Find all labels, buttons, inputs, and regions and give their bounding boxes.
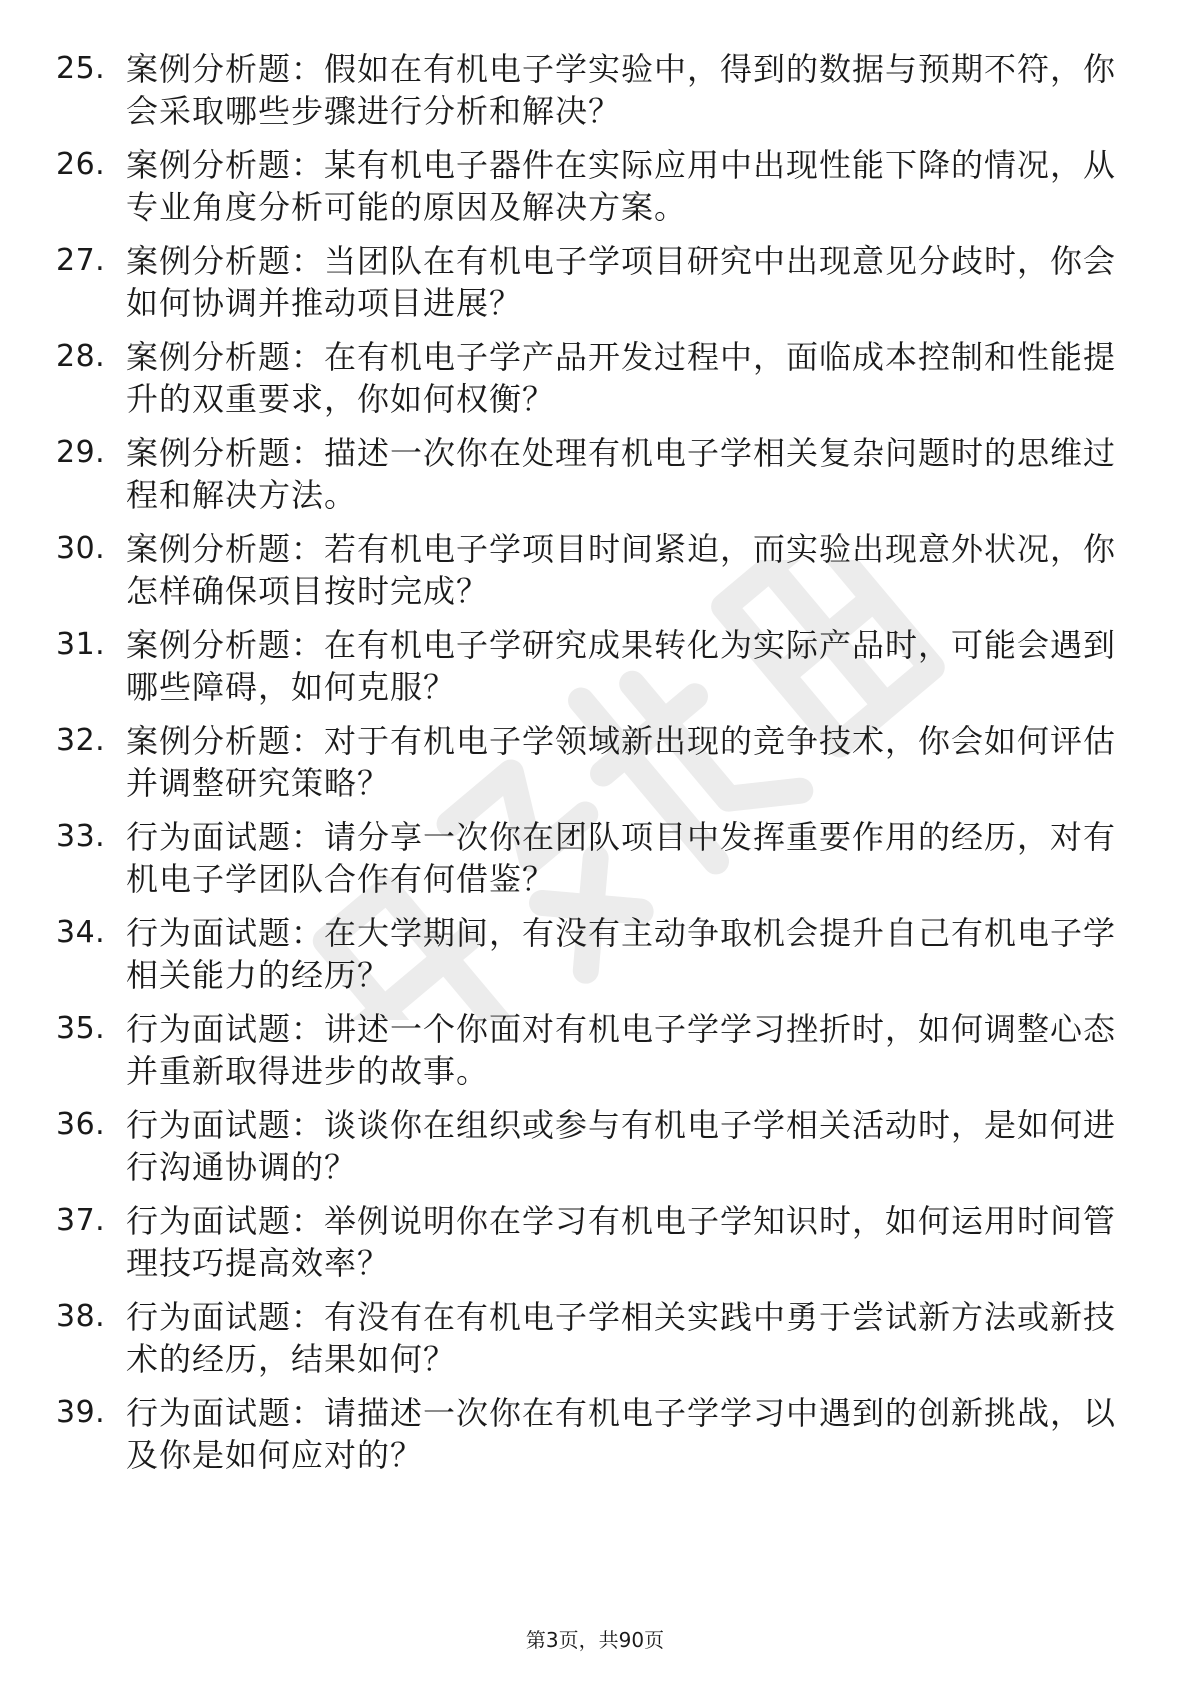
question-number: 29. (56, 435, 106, 470)
question-number: 34. (56, 915, 106, 950)
question-number: 27. (56, 243, 106, 278)
question-number: 30. (56, 531, 106, 566)
question-text: 案例分析题：某有机电子器件在实际应用中出现性能下降的情况，从专业角度分析可能的原因及解决方案。 (126, 146, 1117, 226)
list-item (56, 816, 1136, 912)
list-item (56, 1296, 1136, 1392)
question-text: 行为面试题：请分享一次你在团队项目中发挥重要作用的经历，对有机电子学团队合作有何借鉴？ (126, 818, 1117, 898)
question-text: 案例分析题：描述一次你在处理有机电子学相关复杂问题时的思维过程和解决方法。 (126, 434, 1117, 514)
list-item (56, 1104, 1136, 1200)
question-text: 行为面试题：有没有在有机电子学相关实践中勇于尝试新方法或新技术的经历，结果如何？ (126, 1298, 1117, 1378)
question-number: 38. (56, 1299, 106, 1334)
question-text: 行为面试题：讲述一个你面对有机电子学学习挫折时，如何调整心态并重新取得进步的故事。 (126, 1010, 1117, 1090)
question-text: 案例分析题：在有机电子学产品开发过程中，面临成本控制和性能提升的双重要求，你如何权衡？ (126, 338, 1117, 418)
list-item (56, 240, 1136, 336)
question-text: 案例分析题：在有机电子学研究成果转化为实际产品时，可能会遇到哪些障碍，如何克服？ (126, 626, 1117, 706)
question-text: 行为面试题：请描述一次你在有机电子学学习中遇到的创新挑战，以及你是如何应对的？ (126, 1394, 1117, 1474)
question-list (56, 48, 1136, 1488)
list-item (56, 48, 1136, 144)
question-number: 39. (56, 1395, 106, 1430)
question-text: 行为面试题：举例说明你在学习有机电子学知识时，如何运用时间管理技巧提高效率？ (126, 1202, 1117, 1282)
list-item (56, 1200, 1136, 1296)
list-item (56, 1008, 1136, 1104)
question-number: 35. (56, 1011, 106, 1046)
question-text: 行为面试题：谈谈你在组织或参与有机电子学相关活动时，是如何进行沟通协调的？ (126, 1106, 1117, 1186)
question-number: 25. (56, 51, 106, 86)
question-text: 案例分析题：假如在有机电子学实验中，得到的数据与预期不符，你会采取哪些步骤进行分析和解决？ (126, 50, 1117, 130)
page-number-label: 第3页，共90页 (525, 1628, 665, 1652)
list-item (56, 912, 1136, 1008)
list-item (56, 528, 1136, 624)
question-number: 31. (56, 627, 106, 662)
question-number: 28. (56, 339, 106, 374)
question-text: 案例分析题：对于有机电子学领域新出现的竞争技术，你会如何评估并调整研究策略？ (126, 722, 1117, 802)
question-number: 33. (56, 819, 106, 854)
question-number: 26. (56, 147, 106, 182)
question-text: 行为面试题：在大学期间，有没有主动争取机会提升自己有机电子学相关能力的经历？ (126, 914, 1117, 994)
list-item (56, 720, 1136, 816)
question-text: 案例分析题：若有机电子学项目时间紧迫，而实验出现意外状况，你怎样确保项目按时完成？ (126, 530, 1117, 610)
question-number: 36. (56, 1107, 106, 1142)
list-item (56, 624, 1136, 720)
list-item (56, 432, 1136, 528)
list-item (56, 144, 1136, 240)
question-number: 32. (56, 723, 106, 758)
list-item (56, 1392, 1136, 1488)
question-number: 37. (56, 1203, 106, 1238)
page-footer (0, 1627, 1190, 1653)
question-text: 案例分析题：当团队在有机电子学项目研究中出现意见分歧时，你会如何协调并推动项目进展？ (126, 242, 1117, 322)
list-item (56, 336, 1136, 432)
